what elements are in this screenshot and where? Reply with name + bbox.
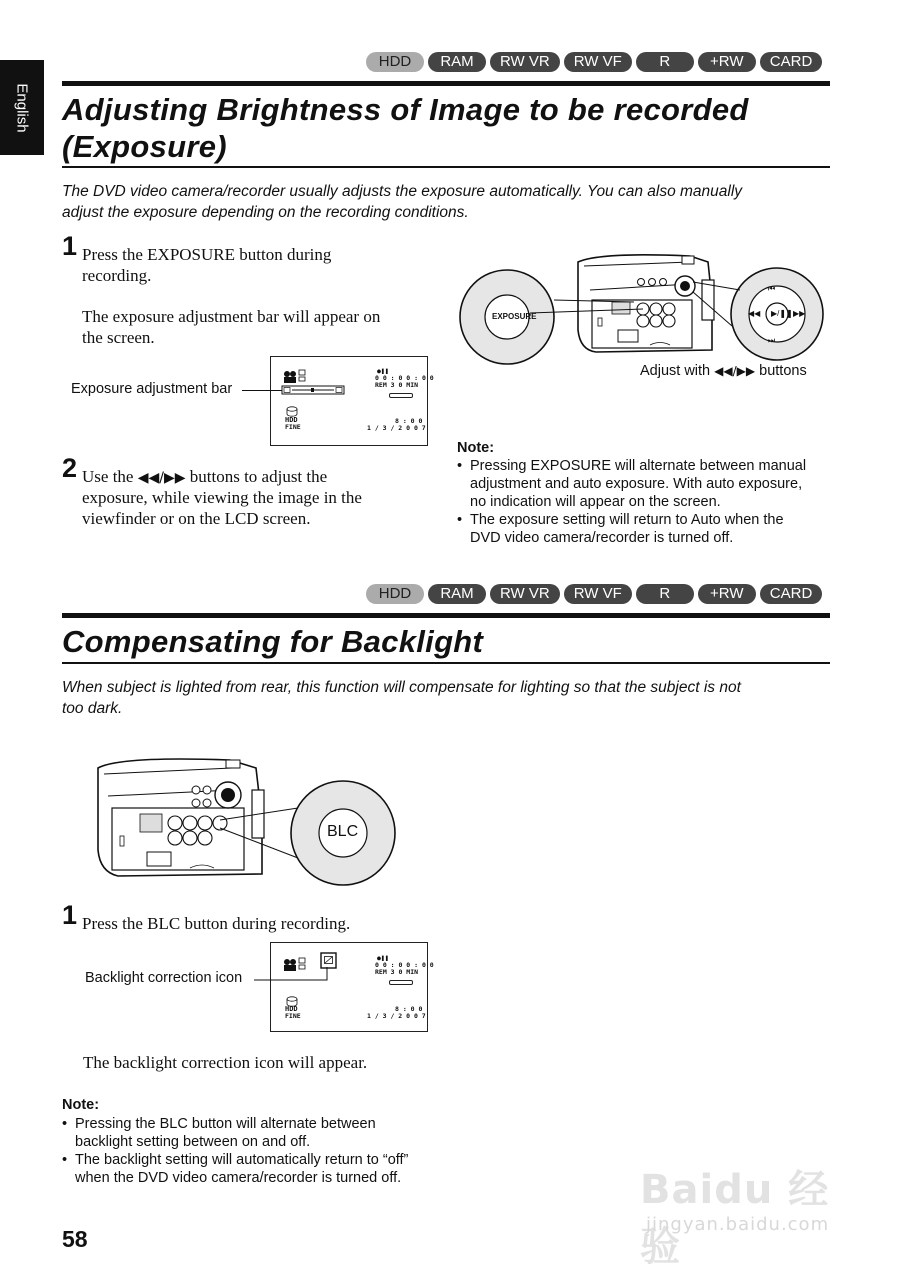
- note-item: • The backlight setting will automatically return to “off” when the DVD video camera/recorder is turned off.: [62, 1151, 462, 1187]
- fast-forward-icon: ▶▶: [793, 309, 806, 318]
- format-tab-rw-vr: RW VR: [490, 52, 560, 72]
- note-title: Note:: [457, 440, 495, 456]
- time-counter: 0 0 : 0 0 : 0 0: [375, 961, 434, 969]
- play-pause-icon: ▶/❚❚: [771, 309, 793, 318]
- remaining-time: REM 3 0 MIN: [375, 381, 419, 389]
- note-item: • The exposure setting will return to Auto when the DVD video camera/recorder is turned off.: [457, 511, 837, 547]
- quality-label: FINE: [285, 1012, 301, 1020]
- step-number: 2: [62, 453, 78, 483]
- media-label: HDD: [285, 1005, 298, 1013]
- callout-backlight-icon: Backlight correction icon: [85, 970, 243, 986]
- section-intro: When subject is lighted from rear, this function will compensate for lighting so that the subject is not too dark.: [62, 679, 741, 717]
- record-icon: ●❚❚: [377, 954, 389, 962]
- time-counter: 0 0 : 0 0 : 0 0: [375, 374, 434, 382]
- watermark-url: jingyan.baidu.com: [646, 1214, 830, 1235]
- record-icon: ●❚❚: [377, 367, 389, 375]
- format-tab-ram: RAM: [428, 584, 486, 604]
- blc-result-text: The backlight correction icon will appear.: [83, 1053, 368, 1072]
- note-item: • Pressing the BLC button will alternate between backlight setting between on and off.: [62, 1115, 462, 1151]
- format-tab-card: CARD: [760, 52, 823, 72]
- clock: 8 : 0 0: [395, 1005, 423, 1013]
- format-tab-hdd: HDD: [366, 52, 424, 72]
- page-number: 58: [62, 1226, 88, 1252]
- step-number: 1: [62, 900, 78, 930]
- format-tab-card: CARD: [760, 584, 823, 604]
- step-1: 1 Press the EXPOSURE button during recording. The exposure adjustment bar will appear on the screen.: [62, 231, 381, 347]
- format-tab-ram: RAM: [428, 52, 486, 72]
- clock: 8 : 0 0: [395, 417, 423, 425]
- step-1-blc: 1 Press the BLC button during recording.: [62, 900, 351, 933]
- format-tab-r: R: [636, 584, 694, 604]
- format-tab-plus-rw: +RW: [698, 52, 756, 72]
- section-title: Compensating for Backlight: [62, 624, 484, 659]
- rewind-forward-icon: ◀◀/▶▶: [137, 470, 186, 486]
- format-tab-plus-rw: +RW: [698, 584, 756, 604]
- note-item: • Pressing EXPOSURE will alternate between manual adjustment and auto exposure. With auto exposure, no indication will appear on the screen.: [457, 457, 837, 511]
- blc-button-label: BLC: [327, 823, 359, 840]
- watermark: [640, 1150, 850, 1270]
- date: 1 / 3 / 2 0 0 7: [367, 1012, 426, 1020]
- format-tab-rw-vf: RW VF: [564, 52, 632, 72]
- step-number: 1: [62, 231, 78, 261]
- adjust-caption: Adjust with ◀◀/▶▶ buttons: [640, 363, 807, 379]
- exposure-button-label: EXPOSURE: [492, 312, 537, 321]
- callout-exposure-bar: Exposure adjustment bar: [71, 381, 233, 397]
- note-title: Note:: [62, 1097, 100, 1113]
- language-label: English: [13, 83, 31, 133]
- format-tab-r: R: [636, 52, 694, 72]
- section-intro: The DVD video camera/recorder usually adjusts the exposure automatically. You can also manually adjust the exposure depending on the recording conditions.: [62, 183, 743, 221]
- rewind-icon: ◀◀: [748, 309, 761, 318]
- remaining-time: REM 3 0 MIN: [375, 968, 419, 976]
- note-list: [62, 1115, 462, 1187]
- step-2: 2 Use the ◀◀/▶▶ buttons to adjust the exposure, while viewing the image in the viewfinder or on the LCD screen.: [62, 453, 362, 528]
- date: 1 / 3 / 2 0 0 7: [367, 424, 426, 432]
- media-label: HDD: [285, 416, 298, 424]
- format-tab-rw-vf: RW VF: [564, 584, 632, 604]
- skip-forward-icon: ⏭: [768, 336, 776, 345]
- quality-label: FINE: [285, 423, 301, 431]
- section-title: Adjusting Brightness of Image to be recorded (Exposure): [62, 92, 749, 164]
- skip-back-icon: ⏮: [768, 284, 776, 293]
- format-tab-hdd: HDD: [366, 584, 424, 604]
- format-tab-rw-vr: RW VR: [490, 584, 560, 604]
- watermark-logo: Baidu 经验: [640, 1167, 830, 1270]
